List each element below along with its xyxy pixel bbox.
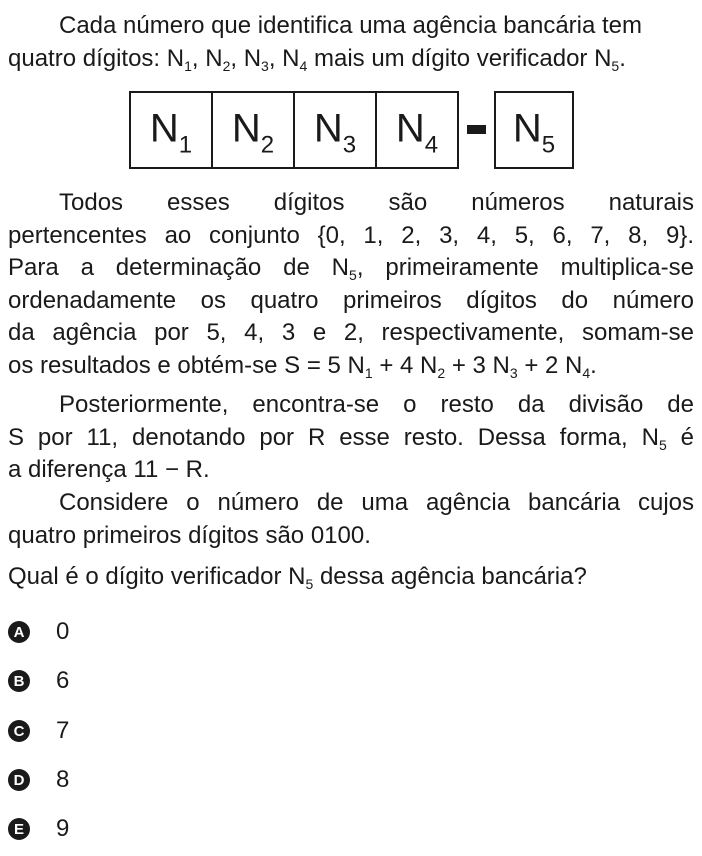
option-a-letter-badge: A: [8, 621, 30, 643]
option-b-value: 6: [56, 667, 70, 694]
option-e-letter-badge: E: [8, 818, 30, 840]
option-a-value: 0: [56, 618, 70, 645]
p2-line-4: ordenadamente os quatro primeiros dígitos do número: [8, 286, 694, 314]
digit-box-n3: $N_3$: [293, 91, 377, 169]
check-digit-box-n5: $N_5$: [494, 91, 574, 169]
option-c-letter-badge: C: [8, 720, 30, 742]
digit-box-n4: $N_4$: [375, 91, 459, 169]
p4-line-2: quatro primeiros dígitos são 0100.: [8, 521, 371, 549]
digit-box-n2: $N_2$: [211, 91, 295, 169]
option-b[interactable]: [8, 666, 69, 696]
option-c-value: 7: [56, 717, 70, 744]
hyphen-separator: [467, 125, 486, 134]
p2-line-5: da agência por 5, 4, 3 e 2, respectivamente, somam-se: [8, 319, 694, 346]
p2-line-6-formula: os resultados e obtém-se S = 5 $N_1 + 4$ $N_2 + 3$ $N_3 + 2$ $N_4$.: [8, 351, 597, 381]
option-d-letter-badge: D: [8, 769, 30, 791]
option-d-value: 8: [56, 766, 70, 793]
p4-line-1: Considere o número de uma agência bancária cujos: [59, 489, 694, 516]
question-text: Qual é o dígito verificador $N_5$ dessa agência bancária?: [8, 563, 587, 592]
option-d[interactable]: [8, 765, 69, 795]
digits-paragraph: [8, 187, 694, 382]
digit-box-n1: $N_1$: [129, 91, 213, 169]
option-b-letter-badge: B: [8, 670, 30, 692]
option-e-value: 9: [56, 815, 70, 842]
intro-paragraph: [8, 10, 694, 75]
intro-line-1: Cada número que identifica uma agência bancária tem: [59, 12, 643, 39]
p2-line-2: pertencentes ao conjunto {0, 1, 2, 3, 4, 5, 6, 7, 8, 9}.: [8, 221, 694, 249]
p2-line-3: Para a determinação de $N_5$, primeiramente multiplica-se: [8, 254, 694, 283]
p3-line-2: S por 11, denotando por R esse resto. Dessa forma, $N_5$ é: [8, 423, 694, 453]
option-e[interactable]: [8, 814, 69, 844]
intro-line-2: quatro dígitos: $N_1$, $N_2$, $N_3$, $N_4$ mais um dígito verificador $N_5$.: [8, 44, 626, 74]
option-a[interactable]: [8, 617, 69, 647]
option-c[interactable]: [8, 716, 69, 746]
p2-line-1: Todos esses dígitos são números naturais: [59, 189, 694, 216]
p3-line-1: Posteriormente, encontra-se o resto da divisão de: [59, 391, 694, 418]
consider-paragraph: [8, 487, 694, 552]
remainder-paragraph: [8, 389, 694, 487]
p3-line-3: a diferença 11 − R.: [8, 456, 210, 483]
